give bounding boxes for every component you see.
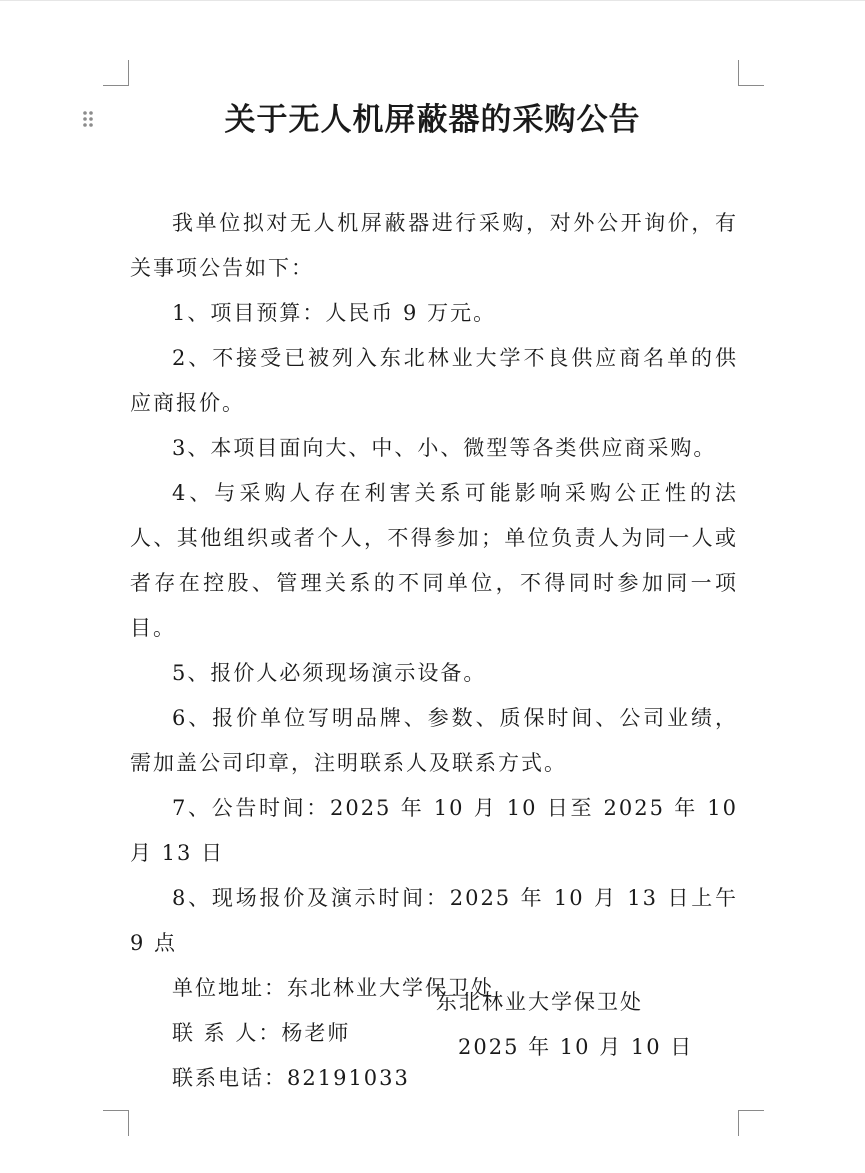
- item-supplier-exclusion: 2、不接受已被列入东北林业大学不良供应商名单的供应商报价。: [130, 346, 738, 415]
- item-quote-requirements: 6、报价单位写明品牌、参数、质保时间、公司业绩，需加盖公司印章，注明联系人及联系方式。: [130, 706, 738, 775]
- item-supplier-scope: 3、本项目面向大、中、小、微型等各类供应商采购。: [172, 436, 717, 460]
- margin-corner-bottom-left: [103, 1110, 129, 1136]
- contact-address: 单位地址：东北林业大学保卫处: [172, 976, 494, 1000]
- page-top-edge: [0, 0, 865, 1]
- item-onsite-demo: 5、报价人必须现场演示设备。: [172, 661, 487, 685]
- item-announcement-period: 7、公告时间：2025 年 10 月 10 日至 2025 年 10 月 13 日: [130, 796, 738, 865]
- signature-organization: 东北林业大学保卫处: [436, 990, 643, 1014]
- margin-corner-top-left: [103, 60, 129, 86]
- contact-phone: 联系电话：82191033: [172, 1066, 410, 1090]
- margin-corner-top-right: [738, 60, 764, 86]
- document-title: 关于无人机屏蔽器的采购公告: [224, 102, 641, 138]
- signature-date: 2025 年 10 月 10 日: [458, 1035, 694, 1059]
- intro-paragraph: 我单位拟对无人机屏蔽器进行采购，对外公开询价，有关事项公告如下：: [130, 211, 738, 280]
- item-budget: 1、项目预算：人民币 9 万元。: [172, 301, 497, 325]
- document-body: [130, 201, 738, 1101]
- item-conflict-of-interest: 4、与采购人存在利害关系可能影响采购公正性的法人、其他组织或者个人，不得参加；单位负责人为同一人或者存在控股、管理关系的不同单位，不得同时参加同一项目。: [130, 481, 738, 640]
- contact-person: 联 系 人：杨老师: [172, 1021, 351, 1045]
- margin-corner-bottom-right: [738, 1110, 764, 1136]
- item-quote-demo-time: 8、现场报价及演示时间：2025 年 10 月 13 日上午 9 点: [130, 886, 738, 955]
